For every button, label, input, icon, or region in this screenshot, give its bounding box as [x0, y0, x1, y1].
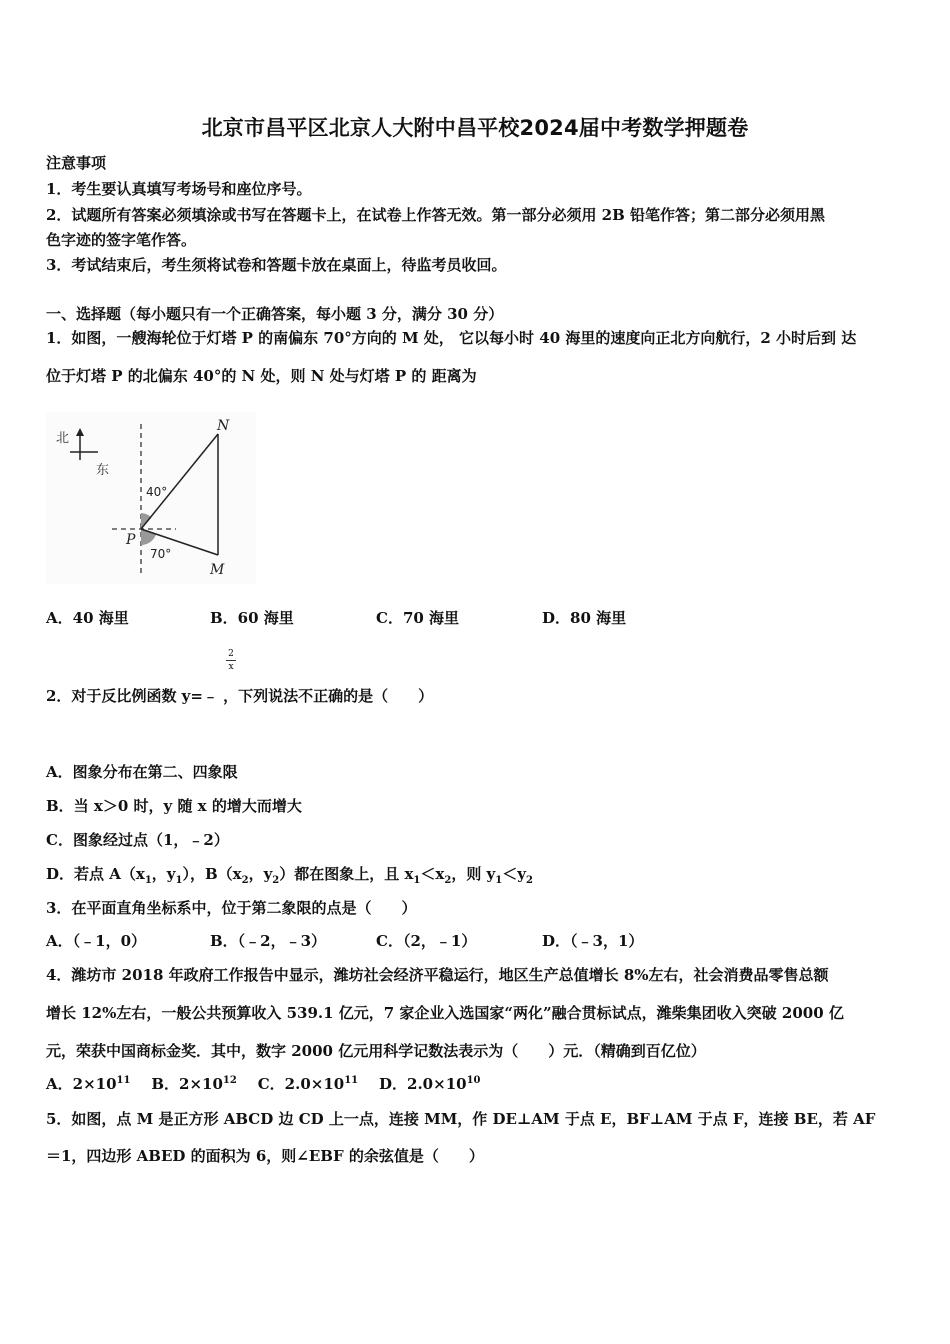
q2-fraction	[226, 648, 236, 673]
q2-option-d: D．若点 $A(x_1$，$y_1$），$B(x_2$，$y_2$）都在图象上，且 $x_1<x_2$，则 $y_1<y_2$	[46, 865, 533, 886]
q5-stem-line1: 5．如图，点 M 是正方形 ABCD 边 CD 上一点，连接 MM，作 DE⊥AM 于点 E，BF⊥AM 于点 F，连接 BE，若 AF	[46, 1110, 876, 1128]
east-label: 东	[96, 463, 110, 478]
notice-1: 1．考生要认真填写考场号和座位序号。	[46, 180, 312, 198]
q3-stem: 3．在平面直角坐标系中，位于第二象限的点是（ ）	[46, 899, 417, 917]
q4-options	[46, 1073, 480, 1094]
q3-option-c: C．（2，﹣1）	[376, 932, 477, 950]
angle-70-label: 70°	[150, 547, 172, 561]
q3-option-d: D．（﹣3，1）	[542, 932, 644, 950]
q1-option-a: A．40 海里	[46, 609, 129, 627]
q4-stem-line2: 增长 12%左右，一般公共预算收入 539.1 亿元，7 家企业入选国家“两化”融合贯标试点，潍柴集团收入突破 2000 亿	[46, 1004, 844, 1022]
q2-option-a: A．图象分布在第二、四象限	[46, 763, 238, 781]
q1-stem-line1: 1．如图，一艘海轮位于灯塔 P 的南偏东 70°方向的 M 处， 它以每小时 40 海里的速度向正北方向航行，2 小时后到 达	[46, 329, 857, 347]
q2-frac-numerator: 2	[228, 649, 234, 659]
q4-option-b: B．$2\times 10^{12}$	[151, 1075, 237, 1093]
notice-2: 2．试题所有答案必须填涂或书写在答题卡上，在试卷上作答无效。第一部分必须用 2B 铅笔作答；第二部分必须用黑	[46, 206, 826, 224]
q4-stem-line3: 元，荣获中国商标金奖．其中，数字 2000 亿元用科学记数法表示为（ ）元．（精确到百亿位）	[46, 1042, 706, 1060]
q2-stem: 2．对于反比例函数 y=﹣ ，下列说法不正确的是（ ）	[46, 687, 434, 705]
q4-option-a: A．$2\times 10^{11}$	[46, 1075, 131, 1093]
q4-stem-line1: 4．潍坊市 2018 年政府工作报告中显示，潍坊社会经济平稳运行，地区生产总值增长 8%左右，社会消费品零售总额	[46, 966, 829, 984]
q1-option-c: C．70 海里	[376, 609, 460, 627]
notice-heading: 注意事项	[46, 154, 107, 172]
angle-40-label: 40°	[146, 485, 168, 499]
q4-option-c: C．$2.0\times 10^{11}$	[257, 1075, 359, 1093]
point-N-label: N	[217, 418, 230, 434]
section-heading: 一、选择题（每小题只有一个正确答案，每小题 3 分，满分 30 分）	[46, 305, 504, 323]
q2-option-b: B．当 x＞0 时，y 随 x 的增大而增大	[46, 797, 302, 815]
q1-option-d: D．80 海里	[542, 609, 627, 627]
q2-option-c: C．图象经过点（1，﹣2）	[46, 831, 229, 849]
q5-stem-line2: ＝1，四边形 ABED 的面积为 6，则∠EBF 的余弦值是（ ）	[46, 1147, 484, 1165]
q1-figure	[46, 412, 256, 584]
point-P-label: P	[126, 532, 136, 548]
q1-option-b: B．60 海里	[210, 609, 294, 627]
point-M-label: M	[210, 562, 225, 578]
q3-option-b: B．（﹣2，﹣3）	[210, 932, 327, 950]
notice-3: 3．考试结束后，考生须将试卷和答题卡放在桌面上，待监考员收回。	[46, 256, 507, 274]
page-title: 北京市昌平区北京人大附中昌平校2024届中考数学押题卷	[201, 116, 749, 140]
notice-2-cont: 色字迹的签字笔作答。	[46, 231, 197, 249]
q1-stem-line2: 位于灯塔 P 的北偏东 40°的 N 处，则 N 处与灯塔 P 的 距离为	[46, 367, 477, 385]
q4-option-d: D．$2.0\times 10^{10}$	[379, 1075, 481, 1093]
q2-frac-denominator: x	[226, 660, 236, 673]
north-label: 北	[56, 431, 70, 446]
q3-option-a: A．（﹣1，0）	[46, 932, 147, 950]
